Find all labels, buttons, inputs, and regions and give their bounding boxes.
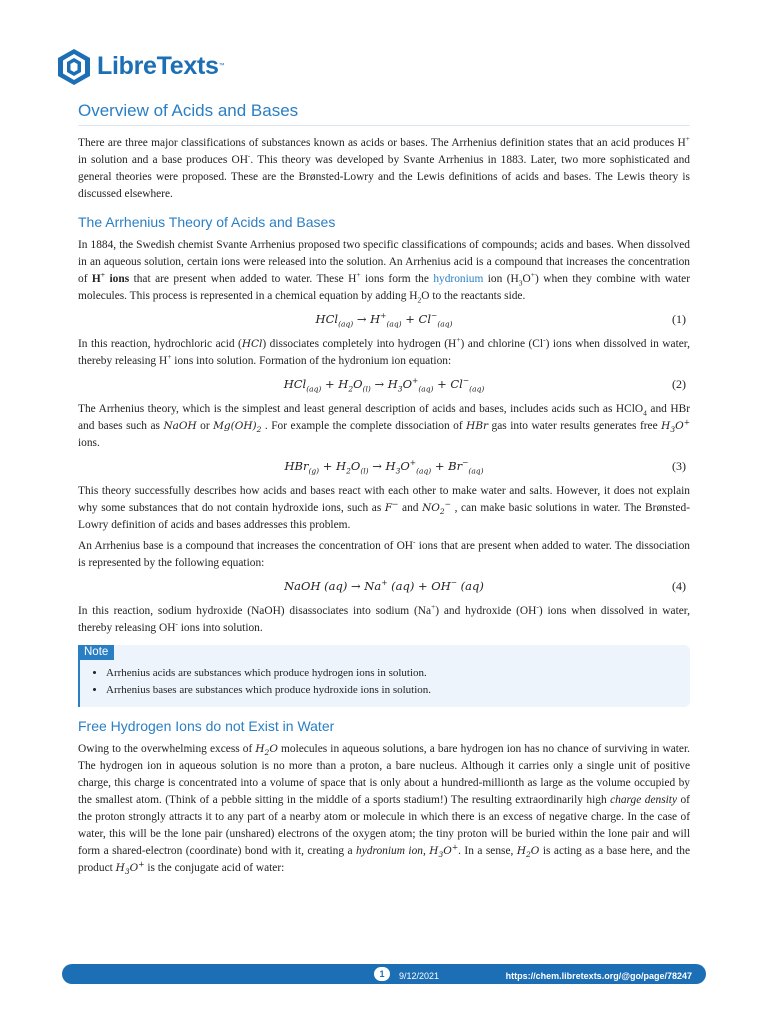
- libretexts-hexagon-icon: [54, 47, 94, 87]
- equation-3: [78, 456, 690, 478]
- equation-3-number: (3): [672, 459, 686, 473]
- equation-2: [78, 374, 690, 396]
- hydronium-link[interactable]: hydronium: [433, 273, 484, 285]
- note-list: [94, 665, 680, 699]
- page-title: Overview of Acids and Bases: [78, 98, 690, 126]
- brand-name: LibreTexts: [97, 51, 219, 80]
- section-heading-arrhenius: The Arrhenius Theory of Acids and Bases: [78, 214, 336, 230]
- note-item: • Arrhenius bases are substances which produce hydroxide ions in solution.: [106, 682, 680, 699]
- equation-4-expression: NaOH (aq) → Na+ (aq) + OH− (aq): [284, 578, 484, 593]
- logo-wordmark: [97, 51, 225, 80]
- equation-4-number: (4): [672, 579, 686, 593]
- brand-tm: ™: [218, 62, 225, 69]
- arrhenius-paragraph-6: In this reaction, sodium hydroxide (NaOH) disassociates into sodium (Na+) and hydroxide (OH-) ions when dissolved in water, thereby releasing OH- ions into solution.: [78, 602, 690, 634]
- page-number: 1: [374, 967, 390, 981]
- page-footer: [62, 964, 706, 984]
- equation-1-expression: $HCl_{(aq)} \to H^+_{(aq)} + Cl^-_{(aq)}$: [315, 311, 453, 329]
- equation-2-number: (2): [672, 377, 686, 391]
- equation-3-expression: $HBr_{(g)} + H_2O_{(l)} \to H_3O^+_{(aq)} + Br^-_{(aq)}$: [284, 458, 484, 476]
- footer-date: 9/12/2021: [399, 971, 440, 981]
- section-heading-free-hydrogen: Free Hydrogen Ions do not Exist in Water: [78, 718, 335, 734]
- footer-url-link[interactable]: https://chem.libretexts.org/@go/page/78247: [505, 971, 692, 981]
- equation-2-expression: $HCl_{(aq)} + H_2O_{(l)} \to H_3O^+_{(aq)} + Cl^-_{(aq)}$: [283, 376, 485, 394]
- note-item: • Arrhenius acids are substances which produce hydrogen ions in solution.: [106, 665, 680, 682]
- arrhenius-paragraph-5: An Arrhenius base is a compound that increases the concentration of OH- ions that are present when added to water. The dissociation is represented by the following equation:: [78, 537, 690, 569]
- arrhenius-paragraph-2: In this reaction, hydrochloric acid (HCl) dissociates completely into hydrogen (H+) and chlorine (Cl-) ions when dissolved in water, thereby releasing H+ ions into solution. Formation of the hydronium ion equation:: [78, 335, 690, 367]
- equation-1-number: (1): [672, 312, 686, 326]
- arrhenius-paragraph-3: The Arrhenius theory, which is the simplest and least general description of acids and bases, includes acids such as HClO$_4$ and HBr and bases such as NaOH or $Mg(OH)_2$ . For example the complete dissociation of HBr gas into water results generates free $H_3O^+$ ions.: [78, 403, 691, 449]
- arrhenius-paragraph-4: This theory successfully describes how acids and bases react with each other to make water and salts. However, it does not explain why some substances that do not contain hydroxide ions, such as F− and $NO_2^-$ , can make basic solutions in water. The Brønsted-Lowry definition of acids and bases addresses this problem.: [78, 485, 690, 531]
- note-box: [78, 645, 690, 707]
- equation-4: [78, 576, 690, 598]
- free-hydrogen-paragraph: Owing to the overwhelming excess of $H_2O$ molecules in aqueous solutions, a bare hydrogen ion has no chance of surviving in water. The hydrogen ion in aqueous solution is no more than a proton, a bare nucleus. Although it carries only a single unit of positive charge, this charge is concentrated into a volume of space that is only about a hundred-millionth as large as the volume occupied by the smallest atom. (Think of a pebble sitting in the middle of a sports stadium!) The resulting extraordinarily high charge density of the proton strongly attracts it to any part of a nearby atom or molecule in which there is an excess of negative charge. In the case of water, this will be the lone pair (unshared) electrons of the oxygen atom; the tiny proton will be buried within the lone pair and will form a shared-electron (coordinate) bond with it, creating a hydronium ion, $H_3O^+$. In a sense, $H_2O$ is acting as a base here, and the product $H_3O^+$ is the conjugate acid of water:: [78, 743, 690, 877]
- equation-1: [78, 309, 690, 331]
- libretexts-logo[interactable]: [54, 45, 224, 89]
- article-body: [78, 98, 690, 881]
- intro-paragraph: There are three major classifications of substances known as acids or bases. The Arrhenius definition states that an acid produces H+ in solution and a base produces OH-. This theory was developed by Svante Arrhenius in 1883. Later, two more sophisticated and general theories were proposed. These are the Brønsted-Lowry and the Lewis definitions of acids and bases. The Lewis theory is discussed elsewhere.: [78, 134, 690, 200]
- arrhenius-paragraph-1: In 1884, the Swedish chemist Svante Arrhenius proposed two specific classifications of compounds; acids and bases. When dissolved in an aqueous solution, certain ions were released into the solution. An Arrhenius acid is a compound that increases the concentration of H+ ions that are present when added to water. These H+ ions form the hydronium ion $(H_3O^+)$ when they combine with water molecules. This process is represented in a chemical equation by adding $H_2O$ to the reactants side.: [78, 239, 690, 305]
- note-label: Note: [78, 645, 114, 660]
